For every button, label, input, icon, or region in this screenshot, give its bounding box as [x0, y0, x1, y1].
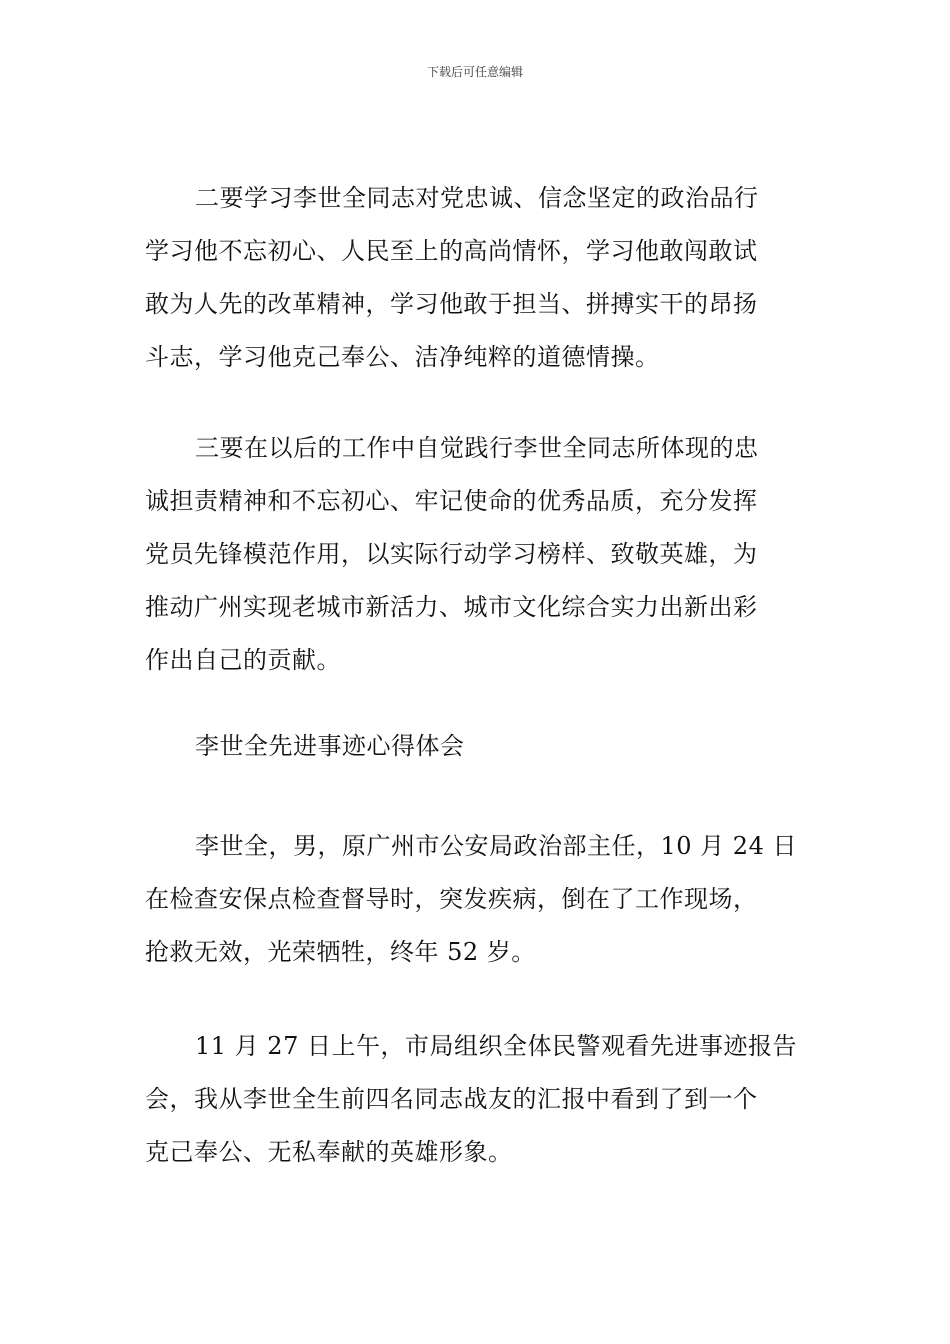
- section-heading: [145, 720, 807, 773]
- paragraph-line: 党员先锋模范作用，以实际行动学习榜样、致敬英雄，为: [145, 540, 758, 568]
- paragraph-line: 三要在以后的工作中自觉践行李世全同志所体现的忠: [195, 434, 759, 462]
- paragraph-line: 抢救无效，光荣牺牲，终年 52 岁。: [145, 938, 536, 966]
- paragraph-line: 会，我从李世全生前四名同志战友的汇报中看到了到一个: [145, 1085, 758, 1113]
- paragraph-line: 克己奉公、无私奉献的英雄形象。: [145, 1138, 513, 1166]
- paragraph-line: 二要学习李世全同志对党忠诚、信念坚定的政治品行: [195, 184, 759, 212]
- paragraph-practice: [145, 422, 807, 687]
- paragraph-report-meeting: [145, 1020, 807, 1179]
- paragraph-line: 敢为人先的改革精神，学习他敢于担当、拼搏实干的昂扬: [145, 290, 758, 318]
- paragraph-line: 诚担责精神和不忘初心、牢记使命的优秀品质，充分发挥: [145, 487, 758, 515]
- paragraph-learn-qualities: [145, 172, 807, 384]
- paragraph-line: 11 月 27 日上午，市局组织全体民警观看先进事迹报告: [195, 1032, 797, 1060]
- section-heading-text: 李世全先进事迹心得体会: [195, 732, 465, 760]
- paragraph-line: 推动广州实现老城市新活力、城市文化综合实力出新出彩: [145, 593, 758, 621]
- paragraph-line: 学习他不忘初心、人民至上的高尚情怀，学习他敢闯敢试: [145, 237, 758, 265]
- paragraph-line: 作出自己的贡献。: [145, 646, 341, 674]
- paragraph-line: 斗志，学习他克己奉公、洁净纯粹的道德情操。: [145, 343, 660, 371]
- paragraph-line: 李世全，男，原广州市公安局政治部主任，10 月 24 日: [195, 832, 797, 860]
- page-header: 下载后可任意编辑: [426, 65, 523, 79]
- paragraph-line: 在检查安保点检查督导时，突发疾病，倒在了工作现场，: [145, 885, 758, 913]
- paragraph-biography: [145, 820, 807, 979]
